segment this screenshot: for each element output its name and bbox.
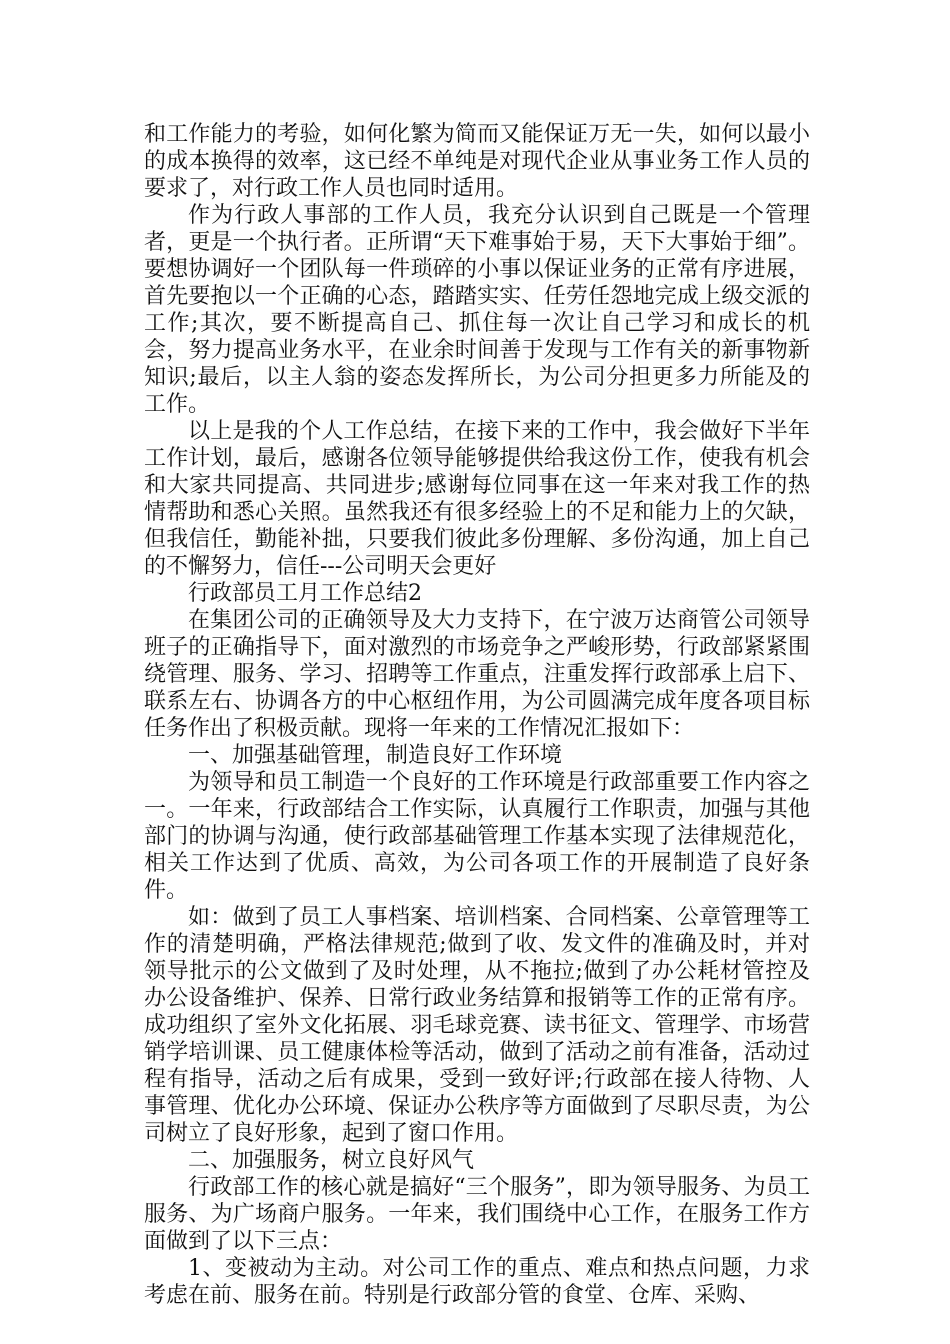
document-page bbox=[144, 121, 810, 1309]
paragraph-5: 为领导和员工制造一个良好的工作环境是行政部重要工作内容之一。一年来，行政部结合工作实际，认真履行工作职责，加强与其他部门的协调与沟通，使行政部基础管理工作基本实现了法律规范化，相关工作达到了优质、高效，为公司各项工作的开展制造了良好条件。 bbox=[144, 770, 810, 903]
paragraph-8: 1、变被动为主动。对公司工作的重点、难点和热点问题，力求考虑在前、服务在前。特别是行政部分管的食堂、仓库、采购、 bbox=[144, 1256, 810, 1308]
heading-2: 二、加强服务，树立良好风气 bbox=[188, 1148, 475, 1173]
paragraph-7: 行政部工作的核心就是搞好“三个服务”，即为领导服务、为员工服务、为广场商户服务。一年来，我们围绕中心工作，在服务工作方面做到了以下三点： bbox=[144, 1175, 810, 1254]
paragraph-1: 和工作能力的考验，如何化繁为简而又能保证万无一失，如何以最小的成本换得的效率，这已经不单纯是对现代企业从事业务工作人员的要求了，对行政工作人员也同时适用。 bbox=[144, 122, 810, 201]
paragraph-4: 在集团公司的正确领导及大力支持下，在宁波万达商管公司领导班子的正确指导下，面对激烈的市场竞争之严峻形势，行政部紧紧围绕管理、服务、学习、招聘等工作重点，注重发挥行政部承上启下、联系左右、协调各方的中心枢纽作用，为公司圆满完成年度各项目标任务作出了积极贡献。现将一年来的工作情况汇报如下： bbox=[144, 608, 810, 741]
section-title: 行政部员工月工作总结2 bbox=[188, 581, 422, 606]
paragraph-3: 以上是我的个人工作总结，在接下来的工作中，我会做好下半年工作计划，最后，感谢各位领导能够提供给我这份工作，使我有机会和大家共同提高、共同进步;感谢每位同事在这一年来对我工作的热情帮助和悉心关照。虽然我还有很多经验上的不足和能力上的欠缺，但我信任，勤能补拙，只要我们彼此多份理解、多份沟通，加上自己的不懈努力，信任---公司明天会更好 bbox=[144, 419, 810, 579]
heading-1: 一、加强基础管理，制造良好工作环境 bbox=[188, 743, 563, 768]
paragraph-2: 作为行政人事部的工作人员，我充分认识到自己既是一个管理者，更是一个执行者。正所谓“天下难事始于易，天下大事始于细”。要想协调好一个团队每一件琐碎的小事以保证业务的正常有序进展，首先要抱以一个正确的心态，踏踏实实、任劳任怨地完成上级交派的工作;其次，要不断提高自己、抓住每一次让自己学习和成长的机会，努力提高业务水平，在业余时间善于发现与工作有关的新事物新知识;最后，以主人翁的姿态发挥所长，为公司分担更多力所能及的工作。 bbox=[144, 203, 810, 417]
paragraph-6: 如：做到了员工人事档案、培训档案、合同档案、公章管理等工作的清楚明确，严格法律规范;做到了收、发文件的准确及时，并对领导批示的公文做到了及时处理，从不拖拉;做到了办公耗材管控及办公设备维护、保养、日常行政业务结算和报销等工作的正常有序。成功组织了室外文化拓展、羽毛球竞赛、读书征文、管理学、市场营销学培训课、员工健康体检等活动，做到了活动之前有准备，活动过程有指导，活动之后有成果，受到一致好评;行政部在接人待物、人事管理、优化办公环境、保证办公秩序等方面做到了尽职尽责，为公司树立了良好形象，起到了窗口作用。 bbox=[144, 905, 810, 1146]
